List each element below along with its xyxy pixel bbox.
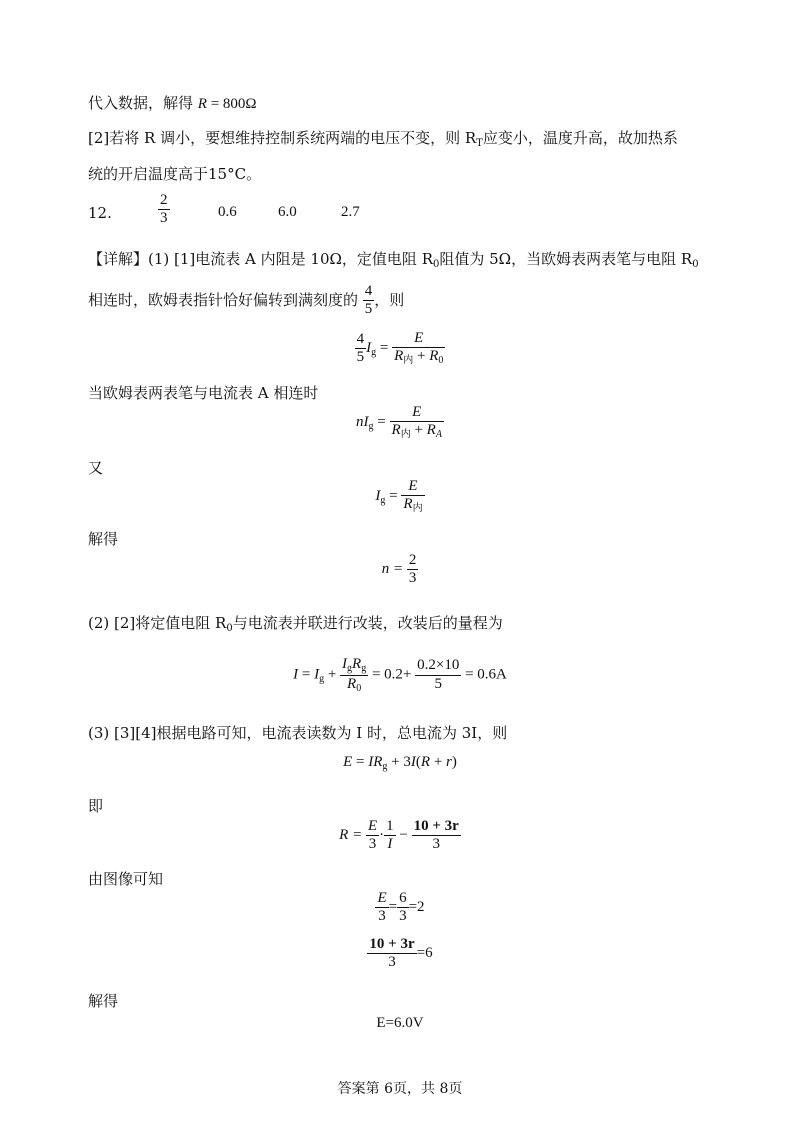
eq7-b-num: 1: [384, 818, 396, 836]
eq7-a-den: 3: [368, 836, 377, 853]
eq7-c-den: 3: [432, 836, 440, 853]
answer-frac-2-3: [158, 192, 170, 228]
eq8-a-den: 3: [378, 908, 386, 925]
eq5-frac-num: 0.2×10: [415, 657, 461, 675]
subscript-0b: 0: [692, 259, 699, 270]
text-detail-1-rest: 阻值为 5Ω，当欧姆表两表笔与电阻 R: [439, 250, 693, 268]
eq8-a-num: E: [375, 890, 388, 908]
equation-2: $nI_g$ = $\frac{E}{R_内 + R_A}$: [356, 404, 442, 441]
equation-6: $E = IR_g + 3I(R + r)$: [343, 754, 457, 772]
frac-num: 2: [158, 192, 170, 210]
detail-line-2: [88, 283, 404, 319]
eq7-lhs: R =: [339, 827, 363, 844]
text-adjust-r-rest: 应变小，温度升高，故加热系: [482, 129, 678, 147]
eq4-num: 2: [407, 552, 419, 570]
equation-4: [0, 552, 800, 588]
eq5-result: = 0.6A: [465, 666, 507, 683]
eq5-value: = 0.2+: [371, 666, 412, 683]
line-substitute-result: [88, 92, 257, 113]
text-then: ，则: [374, 290, 405, 309]
subscript-0c: 0: [226, 623, 233, 634]
eq10-result: E=6.0V: [376, 1015, 424, 1031]
eq1-lhs: I: [366, 339, 372, 356]
answer-2-7: 2.7: [341, 204, 360, 220]
frac-den: 5: [364, 301, 373, 318]
eq3-lhs: I: [375, 487, 381, 504]
eq9-result: =6: [416, 945, 433, 962]
text-connect-ammeter: 当欧姆表两表笔与电流表 A 相连时: [88, 384, 319, 402]
eq1-num: E: [392, 330, 445, 348]
text-adjust-r: [2]若将 R 调小，要想维持控制系统两端的电压不变，则 R: [88, 129, 477, 147]
text-detail-2: 相连时，欧姆表指针恰好偏转到满刻度的: [88, 290, 359, 309]
eq8-result: =2: [408, 899, 425, 916]
text-also: 又: [88, 459, 104, 477]
answer-0-6: 0.6: [218, 204, 237, 220]
text-detail-1: 【详解】(1) [1]电流表 A 内阻是 10Ω，定值电阻 R: [88, 250, 433, 268]
eq8-b-num: 6: [397, 890, 409, 908]
result-r-800: R = 800Ω: [197, 96, 257, 112]
text-that-is: 即: [88, 797, 104, 815]
text-part2: (2) [2]将定值电阻 R: [88, 614, 227, 632]
eq4-lhs: n =: [381, 561, 404, 578]
eq8-b-den: 3: [399, 908, 407, 925]
text-from-graph: 由图像可知: [88, 870, 164, 888]
subscript-t: T: [476, 138, 483, 149]
eq4-den: 3: [408, 570, 417, 587]
text-part2-rest: 与电流表并联进行改装，改装后的量程为: [232, 614, 503, 632]
eq7-c-num: 10 + 3r: [412, 818, 461, 836]
text-substitute: 代入数据，解得: [88, 94, 194, 112]
equation-5: $I = I_g$ + $\frac{I_gR_g}{R_0}$ = 0.2+ $\frac{0.2\times 10}{5}$ = 0.6A: [293, 656, 507, 694]
part-2-line: [88, 612, 503, 634]
eq7-a-num: E: [366, 818, 379, 836]
text-solve-1: 解得: [88, 530, 119, 548]
equation-3: $I_g$ = $\frac{E}{R_内}$: [375, 478, 423, 515]
frac-4-5: [363, 283, 375, 319]
question-number: 12.: [88, 204, 112, 222]
eq7-b-den: I: [387, 836, 393, 853]
frac-den: 3: [160, 210, 168, 227]
line-adjust-r: [88, 127, 678, 149]
frac-num: 4: [363, 283, 375, 301]
equation-1: $\frac{4}{5}$ $I_g$ = $\frac{E}{R_内 + R_0}$: [356, 330, 444, 367]
eq2-lhs: nI: [356, 413, 369, 430]
subscript-0: 0: [433, 259, 440, 270]
equation-10: [0, 1015, 800, 1032]
eq9-num: 10 + 3r: [367, 936, 416, 954]
equation-9: [0, 936, 800, 972]
text-solve-2: 解得: [88, 992, 119, 1010]
page-footer: 答案第 6页，共 8页: [337, 1081, 463, 1097]
equation-7: R = $\frac{E}{3}$ · $\frac{1}{I}$ − $\frac{10 + 3r}{3}$: [339, 818, 459, 853]
equation-8: $\frac{E}{3}$ = $\frac{6}{3}$ =2: [377, 890, 425, 925]
part-3-line: (3) [3][4]根据电路可知，电流表读数为 I 时，总电流为 3I，则: [88, 724, 508, 742]
line-temperature: 统的开启温度高于15°C。: [88, 165, 262, 183]
eq9-den: 3: [388, 954, 396, 971]
detail-line-1: [88, 248, 699, 270]
answer-6-0: 6.0: [278, 204, 297, 220]
eq5-frac-den: 5: [434, 675, 442, 692]
